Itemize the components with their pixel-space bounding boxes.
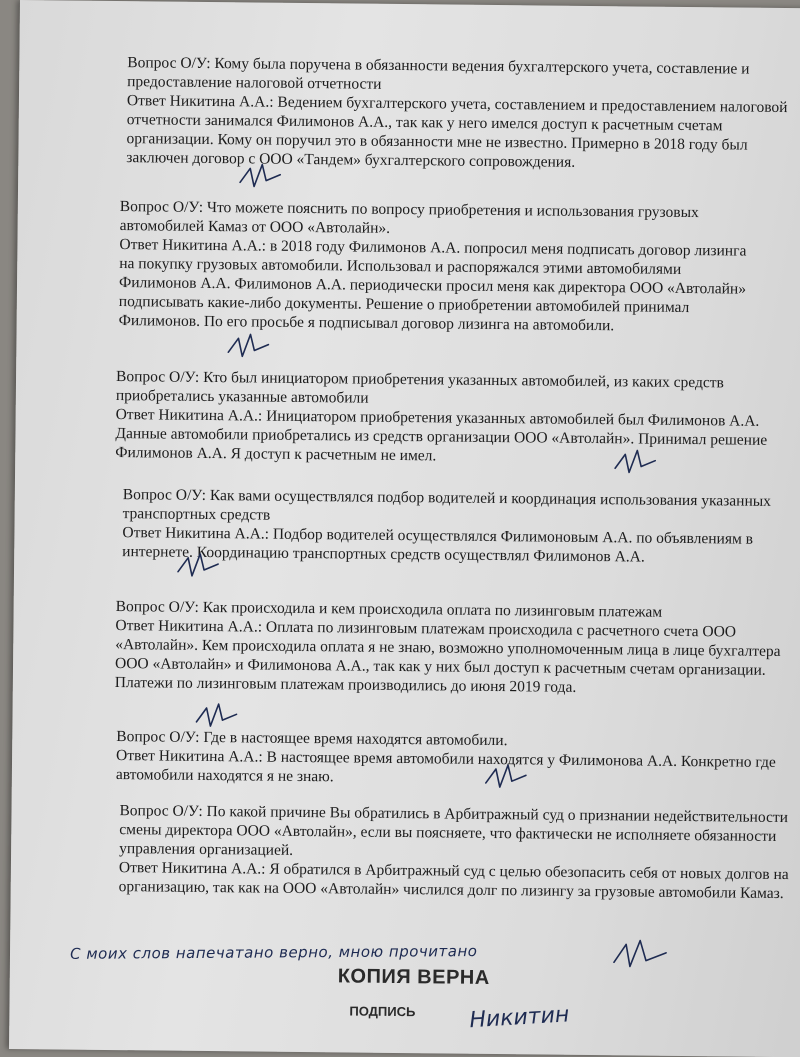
signer-signature: Никитин [468,1002,570,1034]
question-text: Вопрос О/У: Кому была поручена в обязанности ведения бухгалтерского учета, составление и предоставление налоговой отчетности [127,54,750,93]
initials-signature-icon [224,330,274,367]
answer-text: Ответ Никитина А.А.: Подбор водителей осуществлялся Филимоновым А.А. по объявлениям в интернете. Координацию транспортных средств осуществлял Филимонов А.А. [122,524,754,566]
initials-signature-icon [482,761,532,798]
question-text: Вопрос О/У: Кто был инициатором приобретения указанных автомобилей, из каких средств приобретались указанные автомобили [115,368,724,407]
qa-block [116,727,777,791]
initials-signature-icon [611,446,661,483]
answer-text: Ответ Никитина А.А.: в 2018 году Филимонов А.А. попросил меня подписать договор лизинга на покупку грузовых автомобили. Использовал и распоряжался этими автомобилями Филимонов А.А. Филимонов А.А. периодически просил меня как директора ООО «Автолайн» подписывать какие-либо документы. Решение о приобретении автомобилей принимал Филимонов. По его просьбе я подписывал договор лизинга на автомобили. [118,236,747,335]
initials-signature-icon [174,550,224,587]
signature-label: ПОДПИСЬ [349,1003,416,1020]
question-text: Вопрос О/У: Что можете пояснить по вопросу приобретения и использования грузовых автомобилей Камаз от ООО «Автолайн». [119,198,699,237]
question-text: Вопрос О/У: Как вами осуществлялся подбор водителей и координация использования указанных транспортных средств [122,486,772,524]
qa-block [119,197,760,337]
qa-block [115,367,786,469]
answer-text: Ответ Никитина А.А.: Я обратился в Арбитражный суд с целью обезопасить себя от новых долгов на организацию, так как на ООО «Автолайн» числился долг по лизингу за грузовые автомобили Камаз. [118,859,789,903]
qa-block [115,597,800,699]
qa-block [126,53,792,174]
document-page [9,0,800,1057]
qa-block [119,801,800,903]
answer-text: Ответ Никитина А.А.: Инициатором приобретения указанных автомобилей был Филимонов А.А. Данные автомобили приобретались из средств организации ООО «Автолайн». Принимал решение Филимонов А.А. Я доступ к расчетным не имел. [115,406,768,465]
initials-signature-icon [236,160,286,197]
answer-text: Ответ Никитина А.А.: Оплата по лизинговым платежам происходила с расчетного счета ООО «Автолайн». Кем происходила оплата я не знаю, возможно уполномоченным лица в лице бухгалтера ООО «Автолайн» и Филимонова А.А., так как у них был доступ к расчетным счетам организации. Платежи по лизинговым платежам производились до июня 2019 года. [114,617,781,696]
question-text: Вопрос О/У: Как происходила и кем происходила оплата по лизинговым платежам [115,598,663,621]
answer-text: Ответ Никитина А.А.: Ведением бухгалтерского учета, составлением и предоставлением налоговой отчетности занимался Филимонов А.А., так как у него имелся доступ к расчетным счетам организации. Кому он поручил это в обязанности мне не известно. Примерно в 2018 году был заключен договор с ООО «Тандем» бухгалтерского сопровождения. [126,92,788,171]
copy-certified-stamp: КОПИЯ ВЕРНА [337,965,490,989]
initials-signature-icon [192,700,242,737]
question-text: Вопрос О/У: По какой причине Вы обратились в Арбитражный суд о признании недействительности смены директора ООО «Автолайн», если вы поясняете, что фактически не исполняете обязанности управления организацией. [119,802,789,859]
handwritten-certification: С моих слов напечатано верно, мною прочитано [70,942,478,963]
question-text: Вопрос О/У: Где в настоящее время находятся автомобили. [116,728,508,750]
answer-text: Ответ Никитина А.А.: В настоящее время автомобили находятся у Филимонова А.А. Конкретно где автомобили находятся я не знаю. [115,747,776,786]
